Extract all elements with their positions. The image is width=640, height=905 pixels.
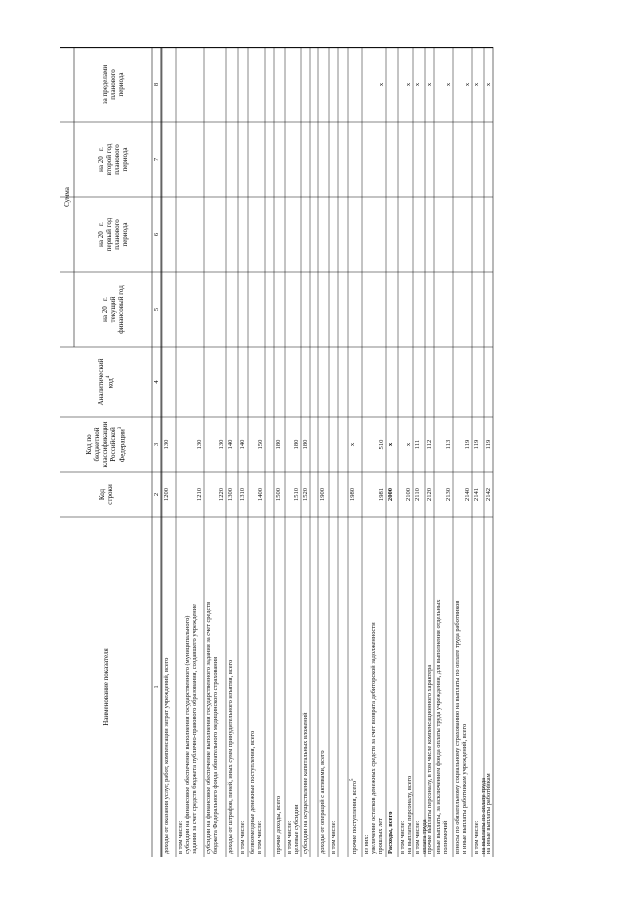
row-code: 1300 bbox=[227, 487, 234, 502]
row-name-line: прочие доходы, всего bbox=[275, 795, 282, 854]
row-name-line: из них: bbox=[363, 834, 370, 854]
row-beyond-value: x bbox=[473, 82, 480, 87]
financial-plan-table bbox=[60, 47, 550, 857]
row-code: 1980 bbox=[349, 487, 356, 502]
row-bk-code: 180 bbox=[293, 439, 300, 450]
header-bk-line: Федерации$^3$ bbox=[118, 426, 127, 463]
rotated-table-viewport bbox=[60, 47, 550, 857]
row-beyond-value: x bbox=[426, 82, 433, 87]
row-code: 2142 bbox=[485, 487, 492, 502]
row-name-line: субсидии на осуществление капитальных вложений bbox=[302, 712, 309, 854]
row-name-line: Расходы, всего bbox=[387, 811, 394, 854]
row-bk-code: x bbox=[405, 442, 412, 447]
row-bk-code: 140 bbox=[239, 439, 246, 450]
row-name-line: прочие выплаты персоналу, в том числе компенсационного характера bbox=[426, 664, 433, 854]
row-bk-code: 180 bbox=[275, 439, 282, 450]
row-code: 2140 bbox=[464, 487, 471, 502]
row-name-line: и иные выплаты работникам учреждений, всего bbox=[461, 723, 468, 854]
row-code: 1510 bbox=[293, 487, 300, 502]
row-code: 2100 bbox=[405, 487, 412, 502]
row-bk-code: 111 bbox=[414, 439, 421, 450]
row-name-line: в том числе: bbox=[177, 820, 184, 854]
header-sum bbox=[60, 47, 74, 347]
row-name-line: прочие поступления, всего$^5$ bbox=[350, 778, 359, 854]
row-name-line: субсидии на финансовое обеспечение выполнения государственного задания за счет средств bbox=[205, 601, 212, 854]
row-beyond-value: x bbox=[414, 82, 421, 87]
row-name-line: оплата труда bbox=[421, 819, 428, 854]
footnote-3: 3 bbox=[118, 426, 124, 430]
header-name bbox=[60, 517, 152, 857]
row-name-line: на иные выплаты работникам bbox=[485, 773, 492, 854]
row-code: 1400 bbox=[257, 487, 264, 502]
header-code-line: строки bbox=[106, 484, 114, 505]
row-beyond-value: x bbox=[378, 82, 385, 87]
header-bk-line: бюджетной bbox=[93, 427, 102, 462]
row-bk-code: 130 bbox=[163, 439, 170, 450]
footnote-5: 5 bbox=[350, 778, 355, 781]
row-name-line: на выплаты персоналу, всего bbox=[406, 775, 413, 854]
row-bk-code: 180 bbox=[302, 439, 309, 450]
header-bk-line: классификации bbox=[101, 421, 110, 468]
row-name-line: доходы от операций с активами, всего bbox=[319, 750, 326, 854]
header-name-text: Наименование показателя bbox=[102, 648, 110, 726]
row-bk-code: 119 bbox=[464, 439, 471, 450]
row-name-line: задания за счет средств бюджета публично-правового образования, создавшего учреждение bbox=[191, 604, 198, 854]
row-code: 1900 bbox=[319, 487, 326, 502]
row-beyond-value: x bbox=[485, 82, 492, 87]
colnum-8: 8 bbox=[153, 82, 160, 87]
row-bk-code: 130 bbox=[196, 439, 203, 450]
row-name-line: в том числе: bbox=[330, 820, 337, 854]
row-bk-code: 150 bbox=[257, 439, 264, 450]
colnum-6: 6 bbox=[153, 232, 160, 237]
row-code: 1220 bbox=[218, 487, 225, 502]
header-code-line: Код bbox=[98, 488, 106, 501]
row-bk-code: 140 bbox=[227, 439, 234, 450]
header-analytic-line: код$^4$ bbox=[106, 375, 115, 389]
row-name-line: в том числе: bbox=[286, 820, 293, 854]
row-code: 2141 bbox=[473, 487, 480, 502]
row-name-line: в том числе: bbox=[414, 820, 421, 854]
row-name-line: безвозмездные денежные поступления, всего bbox=[249, 730, 256, 854]
row-name-line: целевые субсидии bbox=[293, 804, 300, 854]
row-code: 1520 bbox=[302, 487, 309, 502]
header-year-current: на 20 г. текущий финансовый год bbox=[101, 285, 125, 334]
row-name-line: в том числе: bbox=[256, 820, 263, 854]
row-name-line: взносы по обязательному социальному страхованию на выплаты по оплате труда работников bbox=[454, 600, 461, 854]
row-name-line: в том числе: bbox=[239, 820, 246, 854]
row-name-line: увеличение остатков денежных средств за счет возврата дебиторской задолженности bbox=[370, 622, 377, 854]
row-name-line: бюджета Федерального фонда обязательного медицинского страхования bbox=[212, 656, 219, 854]
footnote-4: 4 bbox=[106, 375, 112, 379]
header-bk-line: Российской bbox=[109, 427, 118, 462]
header-analytic-line: Аналитический bbox=[97, 358, 106, 406]
row-code: 1210 bbox=[196, 487, 203, 502]
row-name-line: доходы от оказания услуг, работ, компенсации затрат учреждений, всего bbox=[163, 657, 170, 854]
row-name-line: прошлых лет bbox=[377, 818, 384, 854]
row-beyond-value: x bbox=[464, 82, 471, 87]
colnum-2: 2 bbox=[153, 492, 160, 497]
header-sum-text: Сумма bbox=[63, 187, 71, 207]
row-name-line: в том числе: bbox=[399, 820, 406, 854]
row-code: 1500 bbox=[275, 487, 282, 502]
colnum-3: 3 bbox=[153, 442, 160, 447]
row-bk-code: 510 bbox=[378, 439, 385, 450]
header-year-second: на 20 г. второй год планового периода bbox=[97, 143, 129, 176]
row-name-line: иные выплаты, за исключением фонда оплаты труда учреждения, для выполнения отдельных bbox=[435, 599, 442, 854]
header-year-first: на 20 г. первый год планового периода bbox=[97, 217, 129, 252]
header-bk-line: Код по bbox=[85, 434, 94, 455]
row-name-line: доходы от штрафов, пеней, иных сумм принудительного изъятия, всего bbox=[227, 659, 234, 854]
row-bk-code: 119 bbox=[485, 439, 492, 450]
row-bk-code: 130 bbox=[218, 439, 225, 450]
row-name-line: в том числе: bbox=[473, 820, 480, 854]
row-name-line: на выплаты по оплате труда bbox=[480, 778, 487, 854]
row-beyond-value: x bbox=[445, 82, 452, 87]
row-code: 2110 bbox=[414, 488, 421, 501]
row-name-line: субсидии на финансовое обеспечение выполнения государственного (муниципального) bbox=[184, 615, 191, 854]
colnum-1: 1 bbox=[153, 685, 160, 689]
header-analytic bbox=[60, 347, 152, 417]
colnum-7: 7 bbox=[153, 157, 160, 162]
header-beyond: за пределами планового периода bbox=[101, 64, 125, 105]
row-name-line: полномочий bbox=[442, 820, 449, 854]
colnum-5: 5 bbox=[153, 307, 160, 312]
row-beyond-value: x bbox=[405, 82, 412, 87]
row-code: 1310 bbox=[239, 487, 246, 502]
row-code: 2120 bbox=[426, 487, 433, 502]
row-bk-code: 112 bbox=[426, 439, 433, 450]
row-bk-code: 113 bbox=[445, 439, 452, 450]
row-bk-code: x bbox=[349, 442, 356, 447]
row-code: 1200 bbox=[163, 487, 170, 502]
row-bk-code: x bbox=[387, 442, 394, 447]
row-bk-code: 119 bbox=[473, 439, 480, 450]
colnum-4: 4 bbox=[153, 380, 160, 384]
row-code: 2130 bbox=[445, 487, 452, 502]
header-code bbox=[60, 472, 152, 517]
row-code: 2000 bbox=[387, 487, 394, 502]
header-bk bbox=[60, 417, 152, 472]
row-code: 1981 bbox=[378, 487, 385, 502]
